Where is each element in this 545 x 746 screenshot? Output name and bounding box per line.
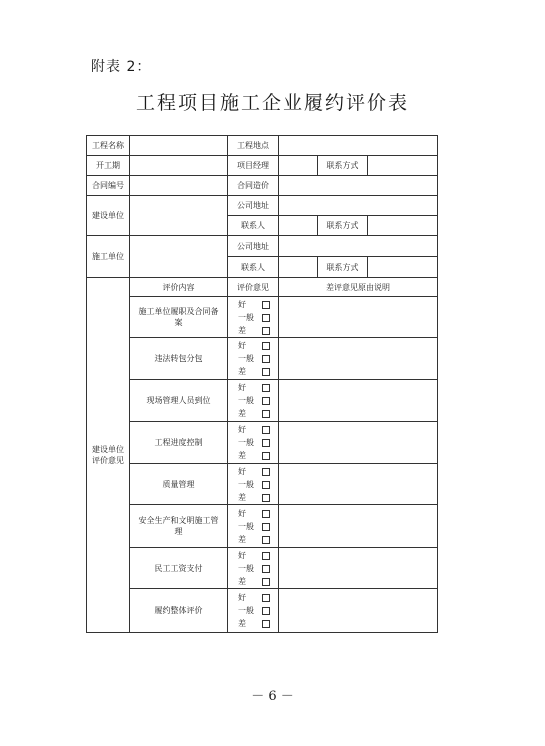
evaluation-option bbox=[238, 604, 278, 617]
label-contact-method: 联系方式 bbox=[318, 156, 368, 176]
evaluation-options bbox=[228, 380, 279, 422]
value-contact-person[interactable] bbox=[279, 216, 318, 236]
evaluation-option bbox=[238, 423, 278, 436]
evaluation-option bbox=[238, 311, 278, 324]
evaluation-option bbox=[238, 562, 278, 575]
option-checkbox[interactable] bbox=[262, 523, 270, 531]
value-contact-method[interactable] bbox=[368, 257, 438, 278]
option-label: 好 bbox=[238, 593, 246, 602]
option-checkbox[interactable] bbox=[262, 620, 270, 628]
option-label: 差 bbox=[238, 451, 246, 460]
option-checkbox[interactable] bbox=[262, 452, 270, 460]
label-contact-method: 联系方式 bbox=[318, 216, 368, 236]
label-start-date: 开工期 bbox=[87, 156, 130, 176]
label-contact-person: 联系人 bbox=[228, 216, 279, 236]
label-evaluation-section: 建设单位 评价意见 bbox=[87, 278, 130, 633]
option-checkbox[interactable] bbox=[262, 426, 270, 434]
option-label: 一般 bbox=[238, 438, 254, 447]
evaluation-option bbox=[238, 381, 278, 394]
option-checkbox[interactable] bbox=[262, 410, 270, 418]
label-builder-unit: 施工单位 bbox=[87, 236, 130, 278]
evaluation-options bbox=[228, 297, 279, 338]
value-construction-unit[interactable] bbox=[130, 196, 228, 236]
value-start-date[interactable] bbox=[130, 156, 228, 176]
option-checkbox[interactable] bbox=[262, 481, 270, 489]
evaluation-item-row bbox=[87, 505, 438, 548]
page-number: － 6 － bbox=[251, 689, 294, 704]
option-label: 差 bbox=[238, 367, 246, 376]
evaluation-options bbox=[228, 505, 279, 548]
option-checkbox[interactable] bbox=[262, 314, 270, 322]
value-project-manager[interactable] bbox=[279, 156, 318, 176]
evaluation-option bbox=[238, 507, 278, 520]
negative-reason-field[interactable] bbox=[279, 297, 438, 338]
option-label: 差 bbox=[238, 325, 246, 335]
evaluation-options bbox=[228, 548, 279, 589]
evaluation-form-table bbox=[86, 135, 438, 633]
option-label: 一般 bbox=[238, 606, 254, 615]
option-label: 差 bbox=[238, 534, 246, 544]
evaluation-option bbox=[238, 324, 278, 337]
label-company-address: 公司地址 bbox=[228, 236, 279, 257]
evaluation-option bbox=[238, 549, 278, 562]
header-evaluation-opinion: 评价意见 bbox=[228, 278, 279, 297]
evaluation-option bbox=[238, 449, 278, 462]
label-project-location: 工程地点 bbox=[228, 136, 279, 156]
evaluation-item-row bbox=[87, 338, 438, 380]
header-negative-reason: 差评意见原由说明 bbox=[279, 278, 438, 297]
option-label: 好 bbox=[238, 466, 246, 476]
evaluation-option bbox=[238, 491, 278, 504]
option-label: 差 bbox=[238, 619, 246, 628]
label-construction-unit: 建设单位 bbox=[87, 196, 130, 236]
row-builder-unit-address bbox=[87, 236, 438, 257]
negative-reason-field[interactable] bbox=[279, 422, 438, 464]
evaluation-option bbox=[238, 520, 278, 533]
value-contract-price[interactable] bbox=[279, 176, 438, 196]
option-label: 一般 bbox=[238, 396, 254, 405]
label-company-address: 公司地址 bbox=[228, 196, 279, 216]
evaluation-item-row bbox=[87, 297, 438, 338]
option-label: 差 bbox=[238, 492, 246, 502]
value-contact-method[interactable] bbox=[368, 216, 438, 236]
value-builder-unit[interactable] bbox=[130, 236, 228, 278]
option-label: 好 bbox=[238, 383, 246, 392]
evaluation-item-row bbox=[87, 422, 438, 464]
row-start-date bbox=[87, 156, 438, 176]
negative-reason-field[interactable] bbox=[279, 505, 438, 548]
negative-reason-field[interactable] bbox=[279, 338, 438, 380]
option-checkbox[interactable] bbox=[262, 342, 270, 350]
value-contact-method[interactable] bbox=[368, 156, 438, 176]
evaluation-option bbox=[238, 575, 278, 588]
evaluation-item-label: 违法转包分包 bbox=[130, 338, 228, 380]
option-checkbox[interactable] bbox=[262, 468, 270, 476]
option-checkbox[interactable] bbox=[262, 510, 270, 518]
evaluation-option bbox=[238, 436, 278, 449]
row-evaluation-header bbox=[87, 278, 438, 297]
evaluation-option bbox=[238, 339, 278, 352]
evaluation-item-label: 现场管理人员到位 bbox=[130, 380, 228, 422]
evaluation-option bbox=[238, 533, 278, 546]
option-checkbox[interactable] bbox=[262, 439, 270, 447]
evaluation-option bbox=[238, 365, 278, 378]
option-label: 差 bbox=[238, 409, 246, 418]
option-checkbox[interactable] bbox=[262, 494, 270, 502]
option-label: 好 bbox=[238, 508, 246, 518]
option-label: 一般 bbox=[238, 563, 254, 573]
evaluation-item-label: 质量管理 bbox=[130, 464, 228, 505]
option-checkbox[interactable] bbox=[262, 565, 270, 573]
option-checkbox[interactable] bbox=[262, 594, 270, 602]
option-label: 一般 bbox=[238, 354, 254, 363]
option-label: 一般 bbox=[238, 479, 254, 489]
label-project-name: 工程名称 bbox=[87, 136, 130, 156]
option-label: 差 bbox=[238, 576, 246, 586]
evaluation-options bbox=[228, 464, 279, 505]
evaluation-options bbox=[228, 422, 279, 464]
label-contract-number: 合同编号 bbox=[87, 176, 130, 196]
option-checkbox[interactable] bbox=[262, 607, 270, 615]
label-project-manager: 项目经理 bbox=[228, 156, 279, 176]
row-contract-number bbox=[87, 176, 438, 196]
evaluation-item-label: 施工单位履职及合同备案 bbox=[130, 297, 228, 338]
option-label: 好 bbox=[238, 425, 246, 434]
evaluation-item-label: 安全生产和文明施工管理 bbox=[130, 505, 228, 548]
value-contact-person[interactable] bbox=[279, 257, 318, 278]
label-contract-price: 合同造价 bbox=[228, 176, 279, 196]
evaluation-option bbox=[238, 394, 278, 407]
evaluation-item-label: 工程进度控制 bbox=[130, 422, 228, 464]
option-label: 好 bbox=[238, 550, 246, 560]
value-company-address[interactable] bbox=[279, 236, 438, 257]
value-contract-number[interactable] bbox=[130, 176, 228, 196]
option-label: 一般 bbox=[238, 521, 254, 531]
evaluation-item-label: 民工工资支付 bbox=[130, 548, 228, 589]
negative-reason-field[interactable] bbox=[279, 548, 438, 589]
evaluation-option bbox=[238, 352, 278, 365]
evaluation-item-row bbox=[87, 548, 438, 589]
row-construction-unit-address bbox=[87, 196, 438, 216]
evaluation-option bbox=[238, 465, 278, 478]
option-checkbox[interactable] bbox=[262, 384, 270, 392]
evaluation-item-row bbox=[87, 589, 438, 633]
evaluation-item-label: 履约整体评价 bbox=[130, 589, 228, 633]
evaluation-item-row bbox=[87, 380, 438, 422]
value-project-location[interactable] bbox=[279, 136, 438, 156]
option-checkbox[interactable] bbox=[262, 536, 270, 544]
evaluation-options bbox=[228, 338, 279, 380]
option-label: 好 bbox=[238, 341, 246, 350]
option-checkbox[interactable] bbox=[262, 301, 270, 309]
option-checkbox[interactable] bbox=[262, 578, 270, 586]
option-checkbox[interactable] bbox=[262, 355, 270, 363]
option-checkbox[interactable] bbox=[262, 327, 270, 335]
option-label: 一般 bbox=[238, 312, 254, 322]
evaluation-option bbox=[238, 617, 278, 630]
option-label: 好 bbox=[238, 299, 246, 309]
option-checkbox[interactable] bbox=[262, 368, 270, 376]
label-contact-person: 联系人 bbox=[228, 257, 279, 278]
page-title: 工程项目施工企业履约评价表 bbox=[135, 92, 409, 114]
header-evaluation-content: 评价内容 bbox=[130, 278, 228, 297]
evaluation-options bbox=[228, 589, 279, 633]
evaluation-option bbox=[238, 478, 278, 491]
appendix-label: 附表 2： bbox=[91, 59, 152, 75]
value-company-address[interactable] bbox=[279, 196, 438, 216]
negative-reason-field[interactable] bbox=[279, 589, 438, 633]
row-project-name bbox=[87, 136, 438, 156]
evaluation-option bbox=[238, 407, 278, 420]
option-checkbox[interactable] bbox=[262, 397, 270, 405]
negative-reason-field[interactable] bbox=[279, 380, 438, 422]
evaluation-item-row bbox=[87, 464, 438, 505]
evaluation-option bbox=[238, 591, 278, 604]
label-contact-method: 联系方式 bbox=[318, 257, 368, 278]
value-project-name[interactable] bbox=[130, 136, 228, 156]
option-checkbox[interactable] bbox=[262, 552, 270, 560]
negative-reason-field[interactable] bbox=[279, 464, 438, 505]
evaluation-option bbox=[238, 298, 278, 311]
